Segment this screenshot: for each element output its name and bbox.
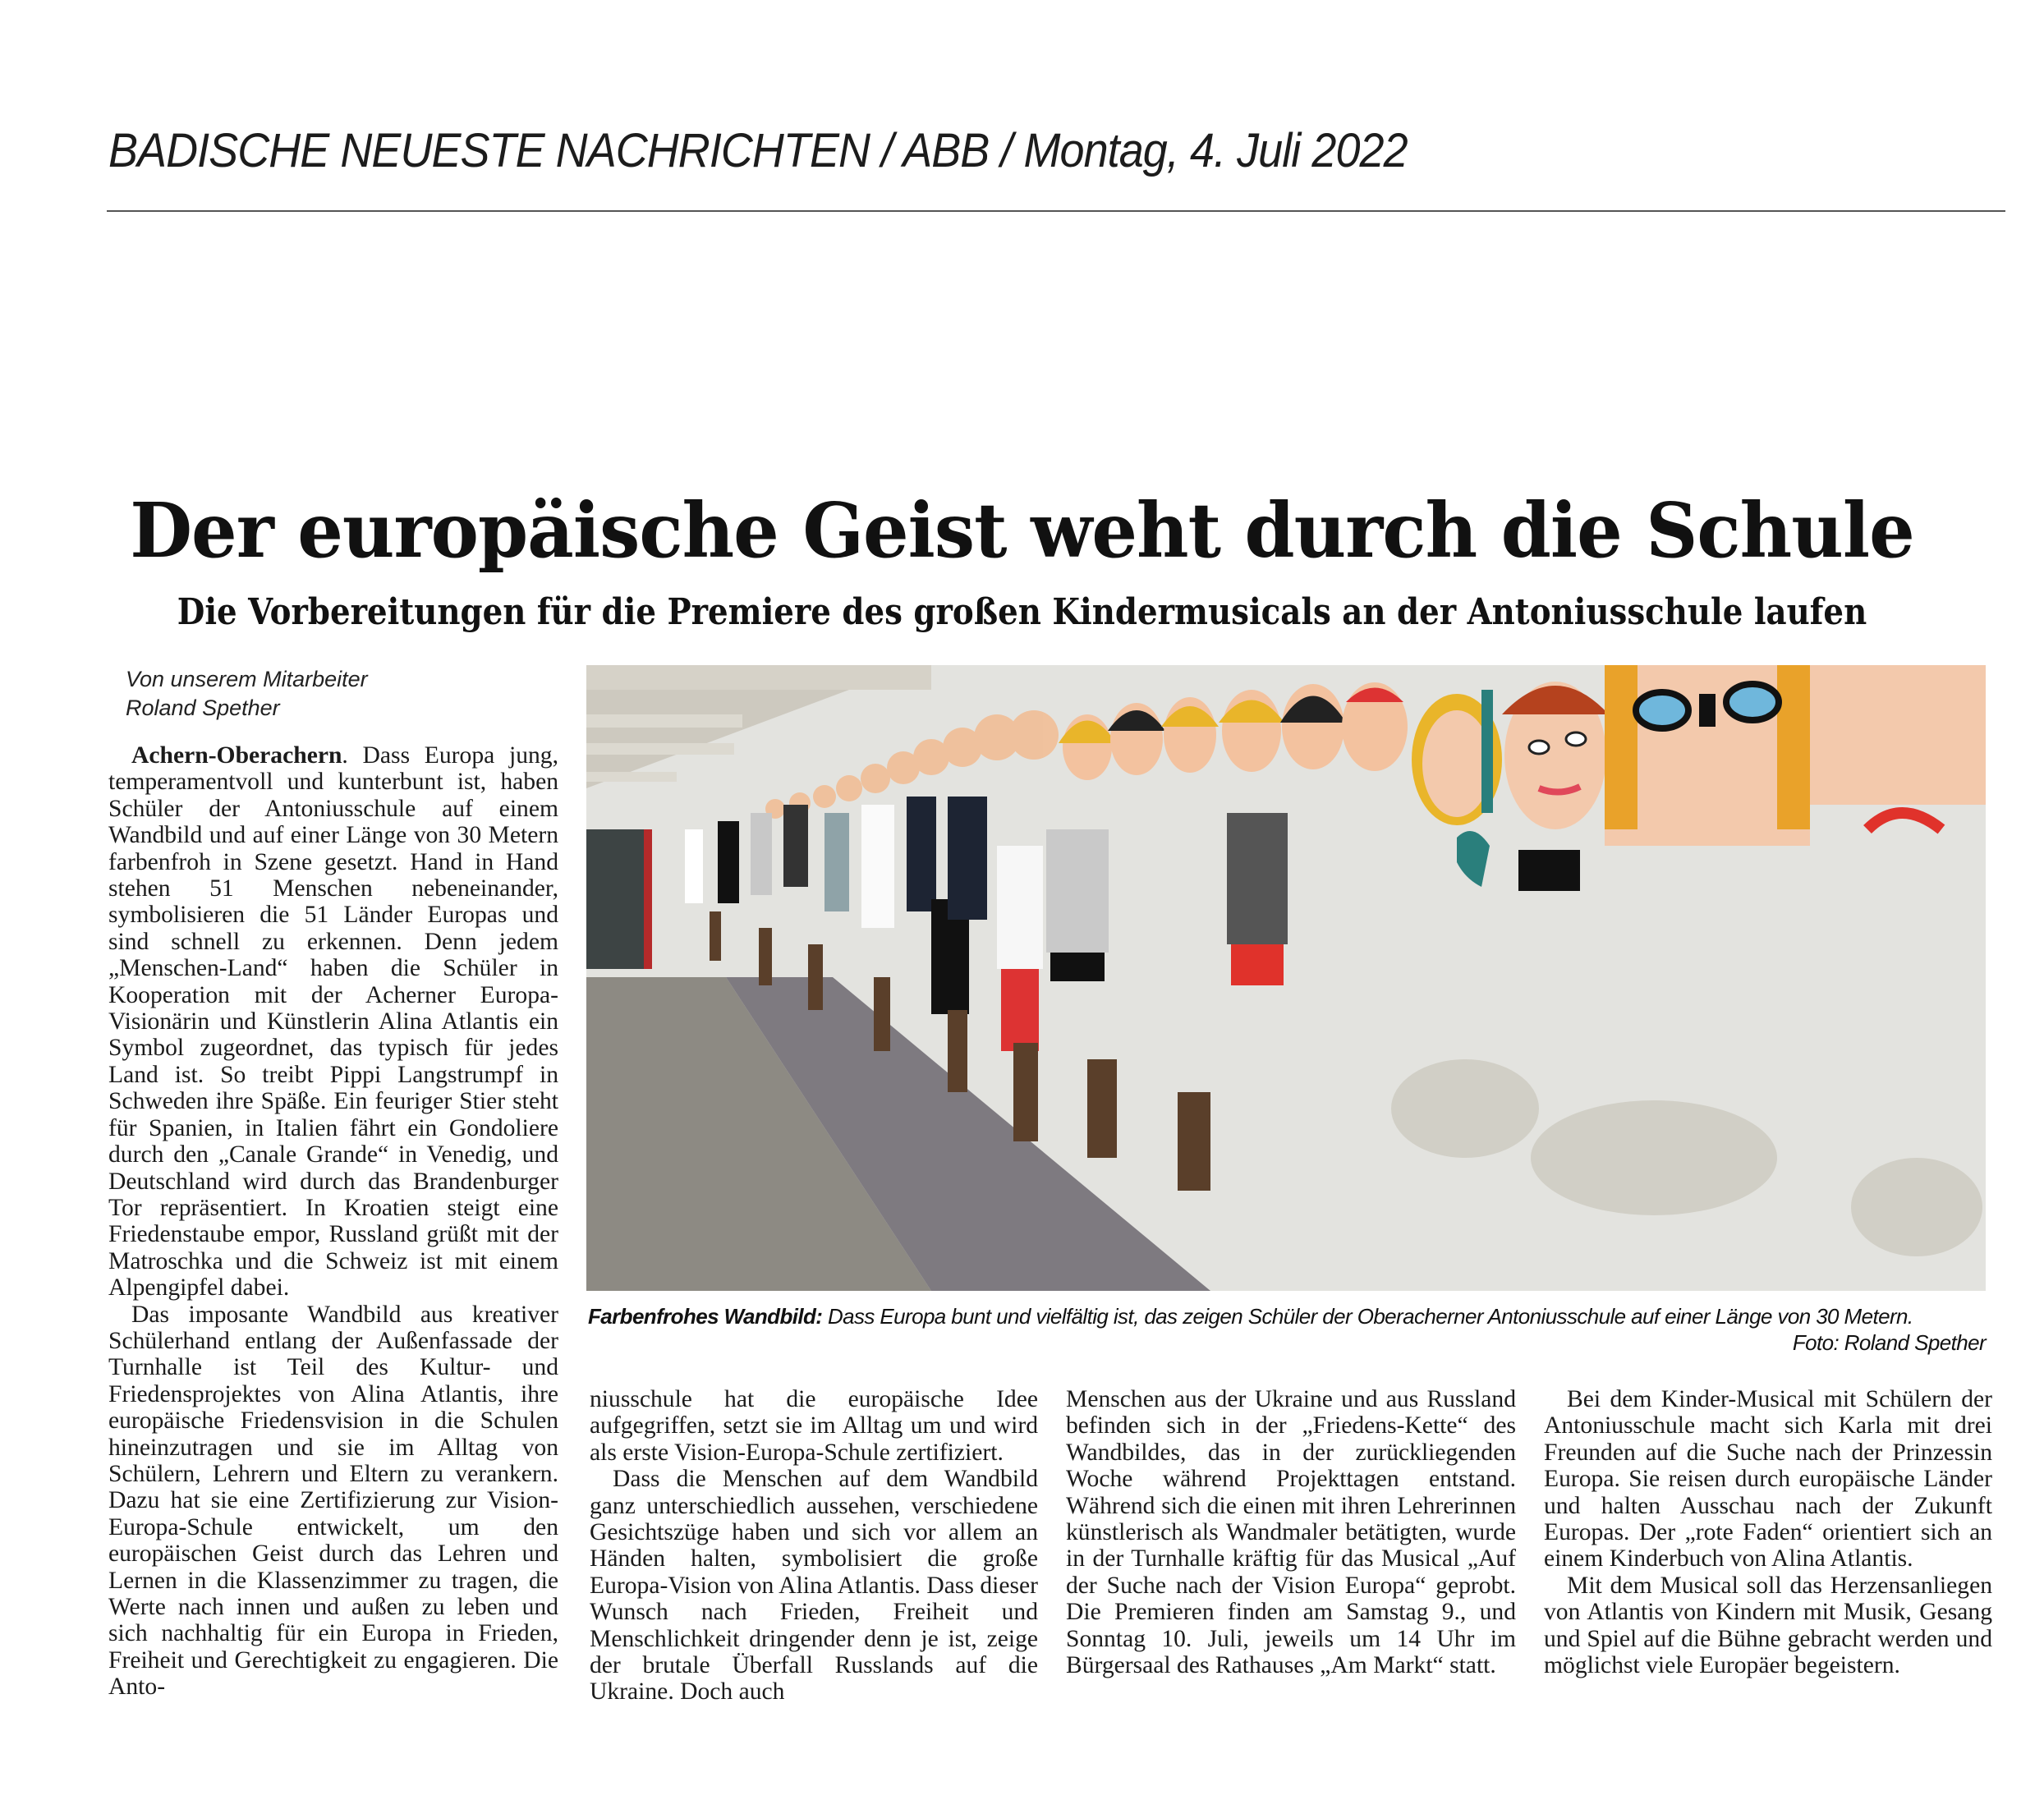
article-headline: Der europäische Geist weht durch die Schule [130,486,1914,575]
masthead-divider [107,210,2005,212]
paragraph: Bei dem Kinder-Musical mit Schülern der Antoniusschule macht sich Karla mit drei Freunden auf die Suche nach der Prinzessin Europa. Sie reisen durch europäische Länder und halten Ausschau nach der Zukunft Europas. Der „rote Faden“ orientiert sich an einem Kinderbuch von Alina Atlantis. [1544,1386,1992,1573]
caption-lead: Farbenfrohes Wandbild: [588,1304,823,1329]
photo-caption [588,1302,1986,1330]
article-column-3 [1066,1386,1516,1678]
paragraph: Achern-Oberachern. Dass Europa jung, temperamentvoll und kunterbunt ist, haben Schüler der Antoniusschule auf einem Wandbild und auf einer Länge von 30 Metern farbenfroh in Szene gesetzt. Hand in Hand stehen 51 Menschen nebeneinander, symbolisieren die 51 Länder Europas und sind schnell zu erkennen. Denn jedem „Menschen-Land“ haben die Schüler in Kooperation mit der Acherner Europa-Visionärin und Künstlerin Alina Atlantis ein Symbol zugeordnet, das typisch für jedes Land ist. So treibt Pippi Langstrumpf in Schweden ihre Späße. Ein feuriger Stier steht für Spanien, in Italien fährt ein Gondoliere durch den „Canale Grande“ in Venedig, und Deutschland wird durch das Brandenburger Tor repräsentiert. In Kroatien steigt eine Friedenstaube empor, Russland grüßt mit der Matroschka und die Schweiz ist mit einem Alpengipfel dabei. [108,742,558,1302]
newspaper-masthead: BADISCHE NEUESTE NACHRICHTEN / ABB / Montag, 4. Juli 2022 [108,124,1408,177]
paragraph: Das imposante Wandbild aus kreativer Schülerhand entlang der Außenfassade der Turnhalle ist Teil des Kultur- und Friedensprojektes von Alina Atlantis, ihre europäische Friedensvision in die Schulen hineinzutragen und sie im Alltag von Schülern, Lehrern und Eltern zu verankern. Dazu hat sie eine Zertifizierung zur Vision-Europa-Schule entwickelt, um den europäischen Geist durch das Lehren und Lernen in die Klassenzimmer zu tragen, die Werte nach innen und außen zu leben und sich nachhaltig für ein Europa in Frieden, Freiheit und Gerechtigkeit zu engagieren. Die Anto- [108,1301,558,1701]
article-column-2 [590,1386,1038,1706]
byline-role: Von unserem Mitarbeiter [126,667,368,691]
paragraph: Mit dem Musical soll das Herzensanliegen von Atlantis von Kindern mit Musik, Gesang und Spiel auf die Bühne gebracht werden und möglichst viele Europäer begeistern. [1544,1572,1992,1679]
article-column-4 [1544,1386,1992,1678]
article-subheadline: Die Vorbereitungen für die Premiere des großen Kindermusicals an der Antoniusschule laufen [177,591,1867,633]
paragraph: Menschen aus der Ukraine und aus Russland befinden sich in der „Friedens-Kette“ des Wandbildes, das in der zurückliegenden Woche während Projekttagen entstand. Während sich die einen mit ihren Lehrerinnen künstlerisch als Wandmaler betätigten, wurde in der Turnhalle kräftig für das Musical „Auf der Suche nach der Vision Europa“ geprobt. Die Premieren finden am Samstag 9., und Sonntag 10. Juli, jeweils um 14 Uhr im Bürgersaal des Rathauses „Am Markt“ statt. [1066,1386,1516,1679]
caption-text: Dass Europa bunt und vielfältig ist, das zeigen Schüler der Oberacherner Antoniusschule auf einer Länge von 30 Metern. [822,1304,1913,1329]
photo-credit: Foto: Roland Spether [1792,1330,1986,1355]
byline [126,665,368,723]
byline-author: Roland Spether [126,696,280,720]
dateline: Achern-Oberachern [131,742,342,769]
paragraph: Dass die Menschen auf dem Wandbild ganz unterschiedlich aussehen, verschiedene Gesichtszüge haben und sich vor allem an Händen halten, symbolisiert die große Europa-Vision von Alina Atlantis. Dass dieser Wunsch nach Frieden, Freiheit und Menschlichkeit dringender denn je ist, zeige der brutale Überfall Russlands auf die Ukraine. Doch auch [590,1466,1038,1706]
article-photo [586,665,1986,1291]
paragraph: niusschule hat die europäische Idee aufgegriffen, setzt sie im Alltag um und wird als erste Vision-Europa-Schule zertifiziert. [590,1386,1038,1466]
mural-photo-illustration [586,665,1986,1291]
article-column-1 [108,742,558,1701]
